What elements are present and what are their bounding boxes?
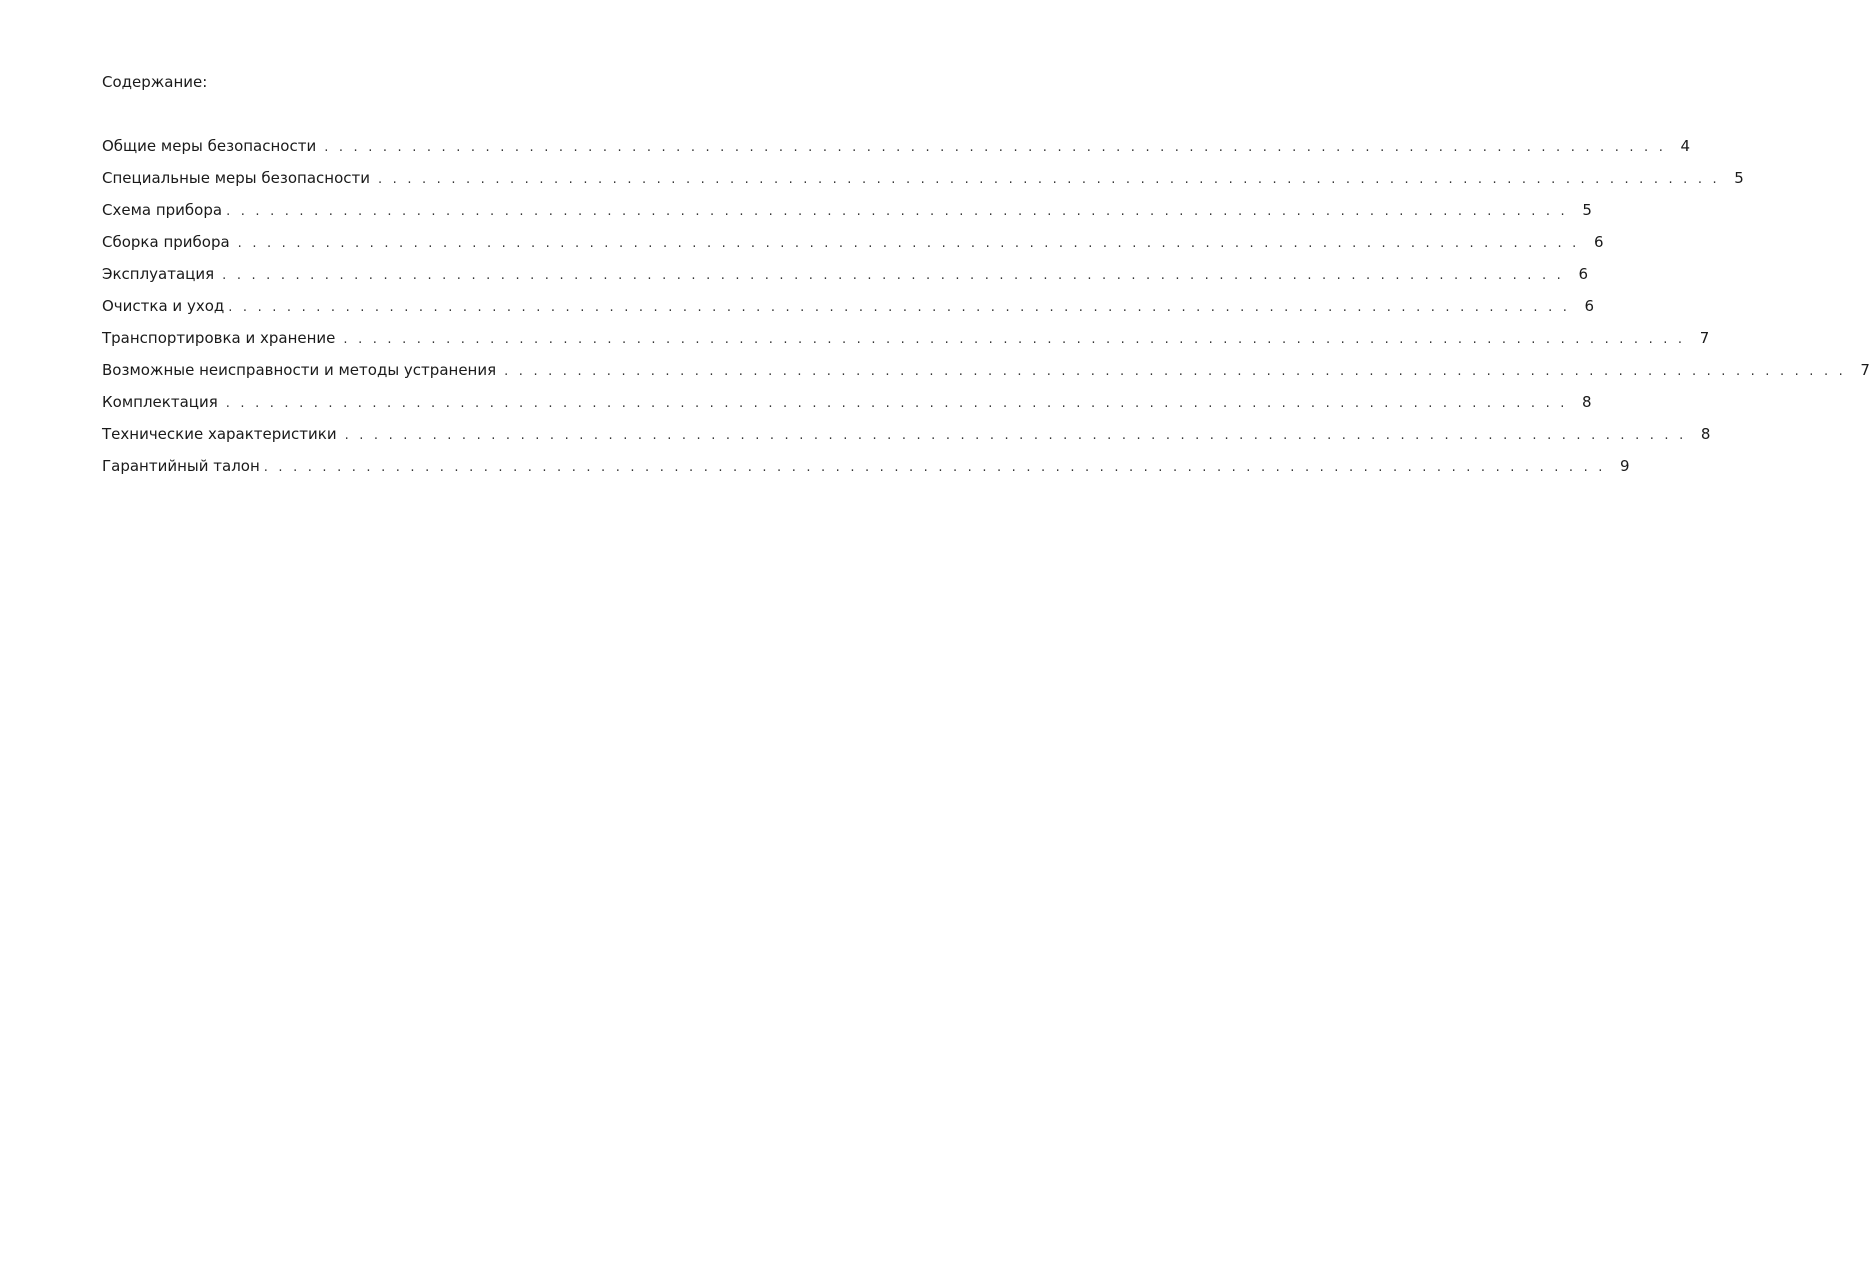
toc-leader-dots: . . . . . . . . . . . . . . . . . . . . . . . . . . . . . . . . . . . . . . . . . . . . . . . . . . . . . . . . . . . . . . . . . . . . . . . . . . . . . . . . . . . . . . . . . . . . [324, 140, 1667, 155]
toc-entry[interactable] [102, 424, 1711, 456]
toc-leader-dots: . . . . . . . . . . . . . . . . . . . . . . . . . . . . . . . . . . . . . . . . . . . . . . . . . . . . . . . . . . . . . . . . . . . . . . . . . . . . . . . . . . . . . . . . . . . . [225, 396, 1568, 411]
toc-entry[interactable] [102, 200, 1592, 232]
toc-page-number: 8 [1700, 425, 1711, 443]
toc-entry[interactable] [102, 392, 1592, 424]
toc-leader-dots: . . . . . . . . . . . . . . . . . . . . . . . . . . . . . . . . . . . . . . . . . . . . . . . . . . . . . . . . . . . . . . . . . . . . . . . . . . . . . . . . . . . . . . . . . . . . [343, 332, 1686, 347]
toc-entry-label: Транспортировка и хранение [102, 329, 336, 347]
toc-page-number: 8 [1582, 393, 1592, 411]
toc-entry-label: Эксплуатация [102, 265, 215, 283]
toc-page-number: 9 [1620, 457, 1630, 475]
toc-entry-label: Гарантийный талон [102, 457, 260, 475]
toc-page-number: 6 [1578, 265, 1588, 283]
toc-leader-dots: . . . . . . . . . . . . . . . . . . . . . . . . . . . . . . . . . . . . . . . . . . . . . . . . . . . . . . . . . . . . . . . . . . . . . . . . . . . . . . . . . . . . . . . . . . . . [226, 204, 1568, 219]
toc-leader-dots: . . . . . . . . . . . . . . . . . . . . . . . . . . . . . . . . . . . . . . . . . . . . . . . . . . . . . . . . . . . . . . . . . . . . . . . . . . . . . . . . . . . . . . . . . . . . [263, 460, 1606, 475]
toc-entry-label: Сборка прибора [102, 233, 230, 251]
toc-page-number: 7 [1860, 361, 1870, 379]
toc-page-number: 5 [1582, 201, 1592, 219]
toc-page-number: 6 [1584, 297, 1595, 315]
toc-entry[interactable] [102, 296, 1595, 328]
toc-leader-dots: . . . . . . . . . . . . . . . . . . . . . . . . . . . . . . . . . . . . . . . . . . . . . . . . . . . . . . . . . . . . . . . . . . . . . . . . . . . . . . . . . . . . . . . . . . . . [378, 172, 1720, 187]
toc-page-number: 6 [1593, 233, 1604, 251]
toc-entry[interactable] [102, 168, 1744, 200]
toc-leader-dots: . . . . . . . . . . . . . . . . . . . . . . . . . . . . . . . . . . . . . . . . . . . . . . . . . . . . . . . . . . . . . . . . . . . . . . . . . . . . . . . . . . . . . . . . . . . . [504, 364, 1846, 379]
toc-entry[interactable] [102, 136, 1691, 168]
toc-entry-label: Общие меры безопасности [102, 137, 317, 155]
toc-title: Содержание: [102, 73, 208, 91]
toc-page-number: 7 [1699, 329, 1710, 347]
toc-page-number: 5 [1734, 169, 1744, 187]
toc-page-number: 4 [1680, 137, 1691, 155]
toc-entry[interactable] [102, 232, 1604, 264]
toc-entry-label: Схема прибора [102, 201, 223, 219]
toc-entry[interactable] [102, 360, 1870, 392]
toc-leader-dots: . . . . . . . . . . . . . . . . . . . . . . . . . . . . . . . . . . . . . . . . . . . . . . . . . . . . . . . . . . . . . . . . . . . . . . . . . . . . . . . . . . . . . . . . . . . . [237, 236, 1580, 251]
toc-leader-dots: . . . . . . . . . . . . . . . . . . . . . . . . . . . . . . . . . . . . . . . . . . . . . . . . . . . . . . . . . . . . . . . . . . . . . . . . . . . . . . . . . . . . . . . . . . . . [344, 428, 1687, 443]
toc-entry-label: Очистка и уход [102, 297, 225, 315]
toc-leader-dots: . . . . . . . . . . . . . . . . . . . . . . . . . . . . . . . . . . . . . . . . . . . . . . . . . . . . . . . . . . . . . . . . . . . . . . . . . . . . . . . . . . . . . . . . . . . . [222, 268, 1564, 283]
toc-entry-label: Специальные меры безопасности [102, 169, 371, 187]
toc-entry[interactable] [102, 456, 1630, 488]
toc-entry[interactable] [102, 264, 1588, 296]
table-of-contents [102, 136, 1870, 488]
toc-leader-dots: . . . . . . . . . . . . . . . . . . . . . . . . . . . . . . . . . . . . . . . . . . . . . . . . . . . . . . . . . . . . . . . . . . . . . . . . . . . . . . . . . . . . . . . . . . . . [228, 300, 1571, 315]
toc-entry-label: Комплектация [102, 393, 218, 411]
toc-entry-label: Технические характеристики [102, 425, 337, 443]
toc-entry[interactable] [102, 328, 1710, 360]
toc-entry-label: Возможные неисправности и методы устранения [102, 361, 497, 379]
